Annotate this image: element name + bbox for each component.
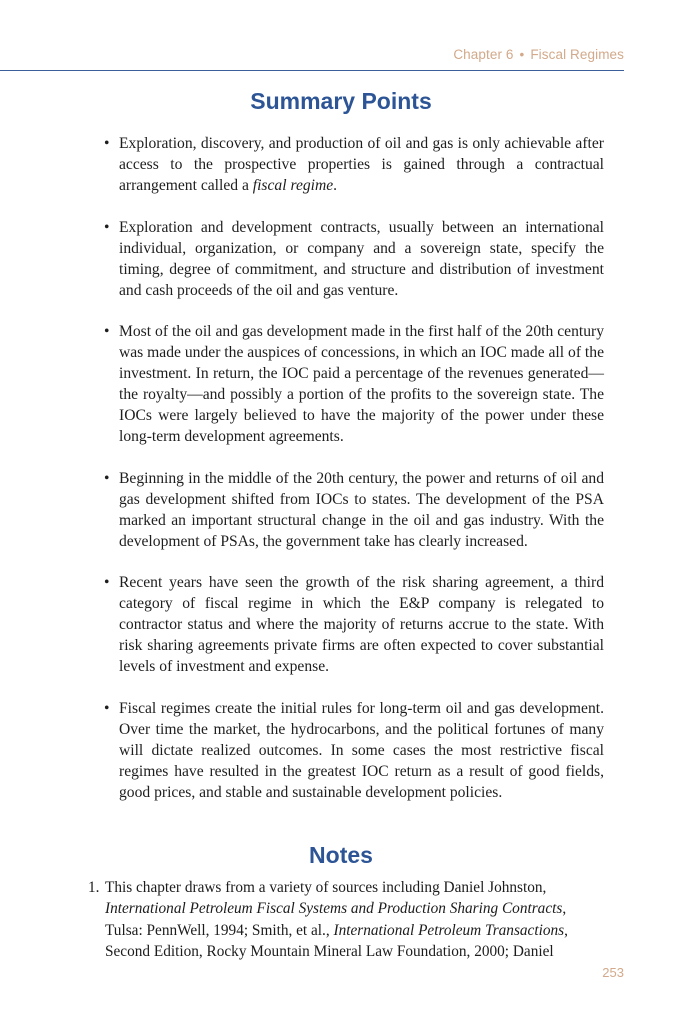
summary-point: • Most of the oil and gas development made in the first half of the 20th century was made under the auspices of concessions, in which an IOC made all of the investment. In return, the IOC paid a percentage of the revenues generated—the royalty—and possibly a portion of the profits to the sovereign state. The IOCs were largely believed to have the majority of the power under these long-term development agreements. [119, 321, 604, 447]
note-number: 1. [88, 879, 100, 896]
summary-point: • Exploration, discovery, and production of oil and gas is only achievable after access to the prospective properties is gained through a contractual arrangement called a fiscal regime. [119, 133, 604, 196]
summary-point: • Recent years have seen the growth of the risk sharing agreement, a third category of fiscal regime in which the E&P company is relegated to contractor status and where the majority of returns accrue to the state. With risk sharing agreements private firms are often expected to cover substantial levels of investment and expense. [119, 572, 604, 677]
section-label: Fiscal Regimes [530, 47, 624, 62]
summary-points-list [119, 133, 604, 823]
summary-point: • Fiscal regimes create the initial rules for long-term oil and gas development. Over time the market, the hydrocarbons, and the political fortunes of many will dictate realized outcomes. In some cases the most restrictive fiscal regimes have resulted in the greatest IOC return as a result of good fields, good prices, and stable and sustainable development policies. [119, 698, 604, 803]
running-header [453, 47, 624, 62]
separator-dot: • [519, 47, 525, 62]
note-item: 1. This chapter draws from a variety of sources including Daniel Johnston, International Petroleum Fiscal Systems and Production Sharing Contracts, Tulsa: PennWell, 1994; Smith, et al., International Petroleum Transactions, Second Edition, Rocky Mountain Mineral Law Foundation, 2000; Daniel [88, 879, 568, 961]
notes-list [88, 877, 585, 963]
chapter-label: Chapter 6 [453, 47, 514, 62]
header-rule [0, 70, 624, 71]
notes-heading: Notes [309, 842, 373, 868]
summary-point: • Exploration and development contracts, usually between an international individual, organization, or company and a sovereign state, specify the timing, degree of commitment, and structure and distribution of investment and cash proceeds of the oil and gas venture. [119, 217, 604, 301]
page-number: 253 [602, 965, 624, 980]
summary-point: • Beginning in the middle of the 20th century, the power and returns of oil and gas development shifted from IOCs to states. The development of the PSA marked an important structural change in the oil and gas industry. With the development of PSAs, the government take has clearly increased. [119, 468, 604, 552]
summary-heading: Summary Points [250, 88, 432, 114]
